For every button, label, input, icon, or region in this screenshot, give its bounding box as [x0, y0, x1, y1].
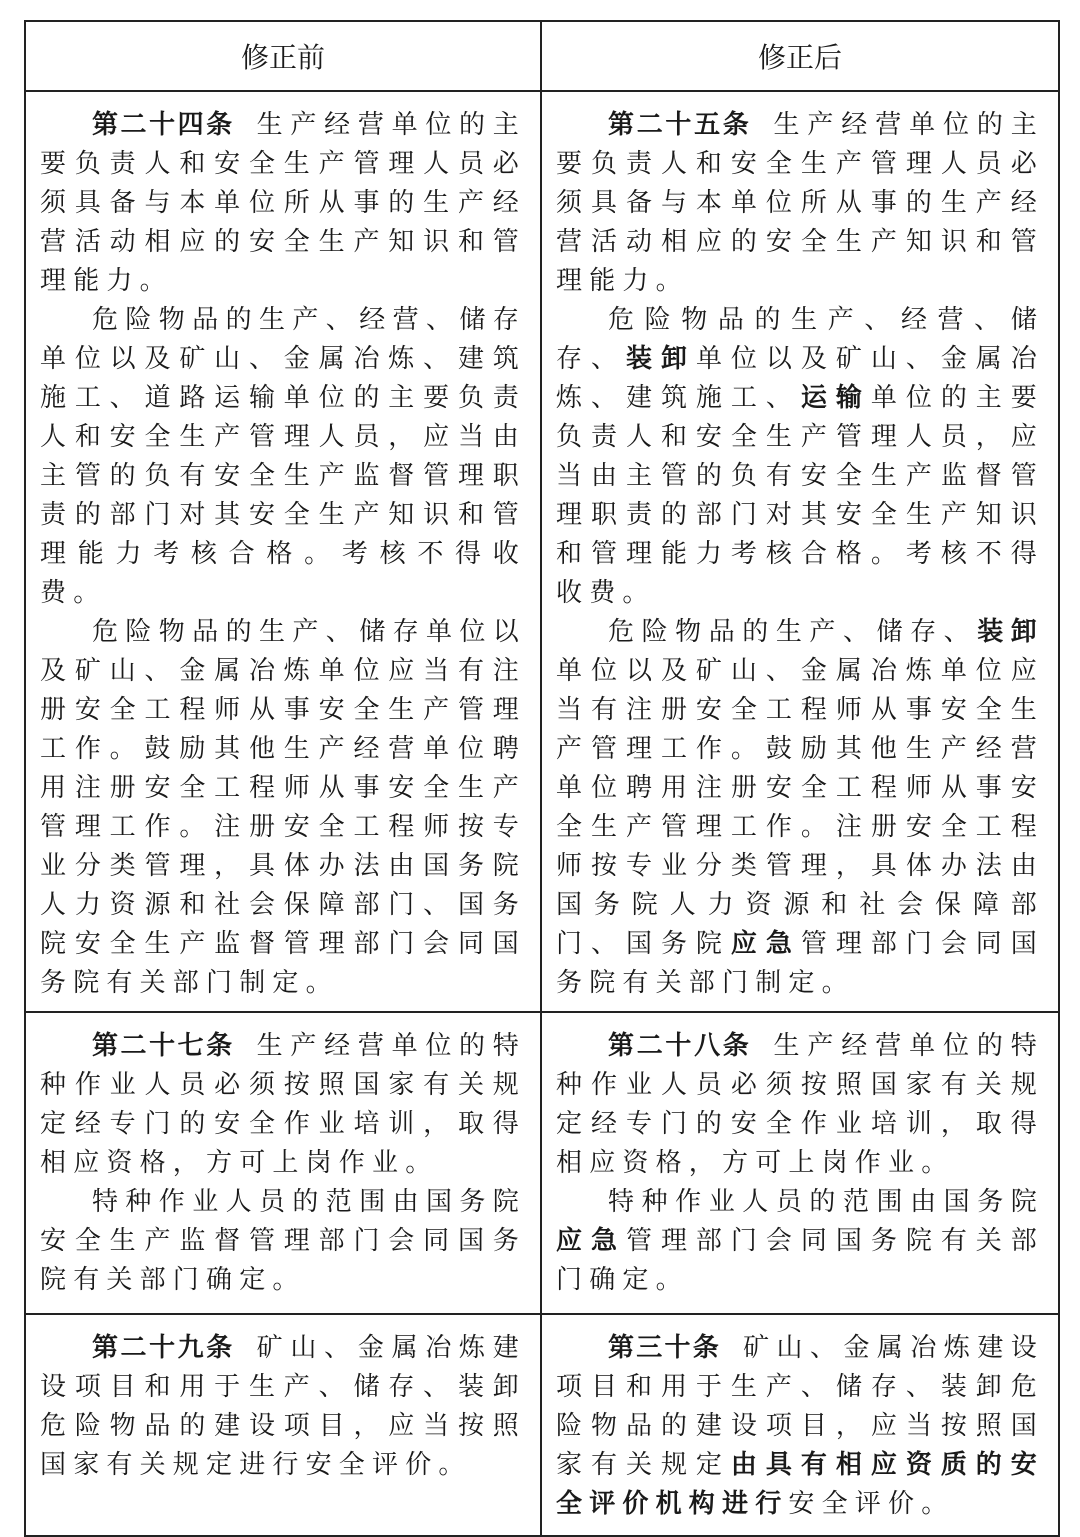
- paragraph: [556, 1329, 1044, 1524]
- amended-text: 应急: [556, 1226, 626, 1256]
- text-segment: 单位的主要负责人和安全生产管理人员，应当由主管的负有安全生产监督管理职责的部门对其安全生产知识和管理能力考核合格。考核不得收费。: [556, 383, 1044, 608]
- amended-text: 装卸: [977, 617, 1045, 647]
- paragraph: [40, 1027, 526, 1183]
- paragraph: 危险物品的生产、经营、储存单位以及矿山、金属冶炼、建筑施工、道路运输单位的主要负责人和安全生产管理人员，应当由主管的负有安全生产监督管理职责的部门对其安全生产知识和管理能力考核合格。考核不得收费。: [40, 305, 526, 608]
- paragraph: [556, 1183, 1044, 1300]
- paragraph: 危险物品的生产、储存单位以及矿山、金属冶炼单位应当有注册安全工程师从事安全生产管理工作。鼓励其他生产经营单位聘用注册安全工程师从事安全生产管理工作。注册安全工程师按专业分类管理，具体办法由国务院人力资源和社会保障部门、国务院安全生产监督管理部门会同国务院有关部门制定。: [40, 617, 526, 998]
- cell-after: [541, 91, 1059, 1012]
- column-header-before: 修正前: [25, 21, 541, 91]
- article-heading: 第二十八条: [608, 1031, 752, 1061]
- header-row: [25, 21, 1059, 91]
- amended-text: 装卸: [625, 344, 696, 374]
- paragraph-text: 生产经营单位的特种作业人员必须按照国家有关规定经专门的安全作业培训，取得相应资格，方可上岗作业。: [556, 1031, 1044, 1178]
- paragraph: [556, 301, 1044, 613]
- text-segment: 单位以及矿山、金属冶炼单位应当有注册安全工程师从事安全生产管理工作。鼓励其他生产经营单位聘用注册安全工程师从事安全生产管理工作。注册安全工程师按专业分类管理，具体办法由国务院人力资源和社会保障部门、国务院: [556, 656, 1044, 959]
- paragraph-text: 生产经营单位的主要负责人和安全生产管理人员必须具备与本单位所从事的生产经营活动相应的安全生产知识和管理能力。: [556, 110, 1044, 296]
- amendment-comparison-table: [24, 20, 1060, 1537]
- amended-text: 运输: [800, 383, 871, 413]
- article-heading: 第二十七条: [92, 1031, 235, 1061]
- column-header-after: 修正后: [541, 21, 1059, 91]
- table-row: [25, 1314, 1059, 1536]
- paragraph: [40, 1329, 526, 1485]
- article-heading: 第二十九条: [92, 1333, 235, 1363]
- text-segment: 危险物品的生产、储存、: [608, 617, 978, 647]
- paragraph: 特种作业人员的范围由国务院安全生产监督管理部门会同国务院有关部门确定。: [40, 1187, 526, 1295]
- table-row: [25, 91, 1059, 1012]
- paragraph: [556, 106, 1044, 301]
- text-segment: 特种作业人员的范围由国务院: [608, 1187, 1044, 1217]
- paragraph: [556, 613, 1044, 1003]
- text-segment: 单位以及矿山、金属冶炼、建筑施工、: [556, 344, 1044, 413]
- amended-text: 由具有相应资质的安全评价机构进行: [556, 1450, 1044, 1519]
- paragraph-text: 生产经营单位的主要负责人和安全生产管理人员必须具备与本单位所从事的生产经营活动相应的安全生产知识和管理能力。: [40, 110, 526, 296]
- article-heading: 第二十五条: [608, 110, 752, 140]
- article-heading: 第三十条: [608, 1333, 722, 1363]
- text-segment: 矿山、金属冶炼建设项目和用于生产、储存、装卸危险物品的建设项目，应当按照国家有关规定: [556, 1333, 1044, 1480]
- paragraph: [556, 1027, 1044, 1183]
- table-row: [25, 1012, 1059, 1314]
- paragraph-text: 生产经营单位的特种作业人员必须按照国家有关规定经专门的安全作业培训，取得相应资格，方可上岗作业。: [40, 1031, 526, 1178]
- paragraph-text: 矿山、金属冶炼建设项目和用于生产、储存、装卸危险物品的建设项目，应当按照国家有关规定进行安全评价。: [40, 1333, 526, 1480]
- paragraph: [40, 106, 526, 301]
- text-segment: 安全评价。: [788, 1489, 955, 1519]
- text-segment: 危险物品的生产、经营、储存、: [556, 305, 1044, 374]
- cell-before: [25, 91, 541, 1012]
- cell-before: [25, 1012, 541, 1314]
- text-segment: 管理部门会同国务院有关部门确定。: [556, 1226, 1044, 1295]
- amended-text: 应急: [730, 929, 801, 959]
- text-segment: 管理部门会同国务院有关部门制定。: [556, 929, 1044, 998]
- article-heading: 第二十四条: [92, 110, 235, 140]
- cell-before: [25, 1314, 541, 1536]
- cell-after: [541, 1012, 1059, 1314]
- cell-after: [541, 1314, 1059, 1536]
